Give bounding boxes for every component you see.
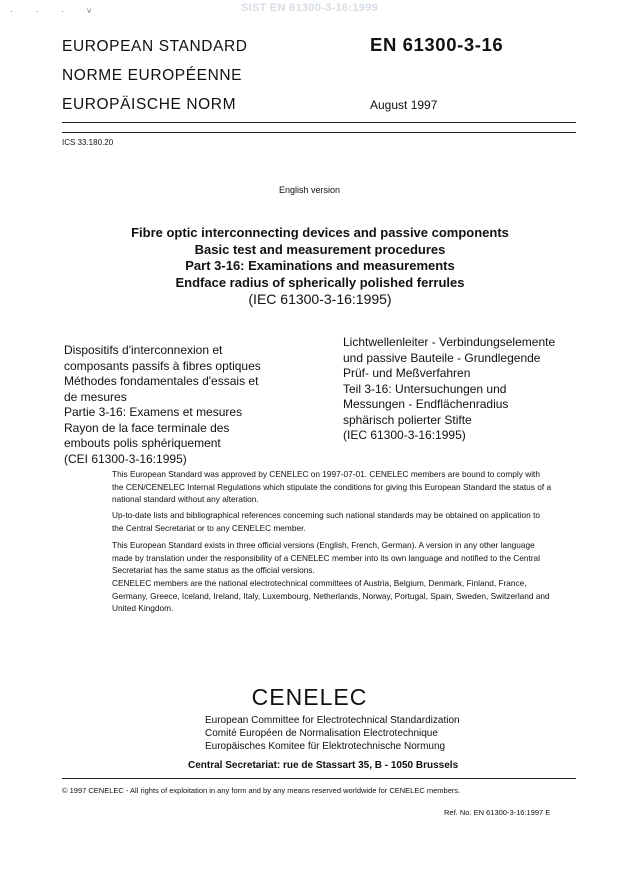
title-line-3: Part 3-16: Examinations and measurements: [185, 258, 455, 273]
title-line-1: Fibre optic interconnecting devices and passive components: [131, 225, 509, 240]
committee-names: [205, 714, 460, 753]
title-line-4: Endface radius of spherically polished ferrules: [175, 274, 465, 290]
standard-title-en: EUROPEAN STANDARD: [62, 38, 248, 55]
french-title: [64, 343, 261, 467]
header-rule-bottom: [62, 132, 576, 133]
members-note: CENELEC members are the national electrotechnical committees of Austria, Belgium, Denmark, Finland, France, Germany, Greece, Iceland, Ireland, Italy, Luxembourg, Netherlands, Norway, Portugal, Spain, Sweden, Switzerland and United Kingdom.: [112, 578, 550, 613]
committee-name-de: Europäisches Komitee für Elektrotechnische Normung: [205, 741, 446, 752]
title-line-5: (IEC 61300-3-16:1995): [248, 291, 392, 307]
french-title-line: Partie 3-16: Examens et mesures: [64, 405, 243, 419]
footer-rule: [62, 778, 576, 779]
french-title-line: embouts polis sphériquement: [64, 436, 221, 450]
committee-name-fr: Comité Européen de Normalisation Electrotechnique: [205, 728, 438, 739]
committee-name-en: European Committee for Electrotechnical Standardization: [205, 715, 460, 726]
german-title-line: Messungen - Endflächenradius: [343, 397, 509, 411]
language-version: English version: [278, 185, 341, 195]
standard-title-de: EUROPÄISCHE NORM: [62, 96, 237, 113]
french-title-line: Rayon de la face terminale des: [64, 420, 230, 435]
french-title-line: Méthodes fondamentales d'essais et: [64, 374, 259, 388]
central-secretariat-address: Central Secretariat: rue de Stassart 35, B - 1050 Brussels: [188, 760, 459, 771]
french-title-line: Dispositifs d'interconnexion et: [64, 343, 223, 357]
french-title-line: de mesures: [64, 389, 127, 404]
german-title-line: Lichtwellenleiter - Verbindungselemente: [343, 335, 556, 349]
german-title-line: sphärisch polierter Stifte: [343, 412, 472, 427]
scan-marks: · · · ˅: [10, 6, 102, 16]
standard-number: EN 61300-3-16: [370, 34, 504, 55]
header-rule-top: [62, 122, 576, 123]
german-title-line: und passive Bauteile - Grundlegende: [343, 350, 541, 365]
ics-code: ICS 33.180.20: [62, 138, 114, 147]
standard-title-fr: NORME EUROPÉENNE: [62, 67, 243, 84]
approval-note: This European Standard was approved by CENELEC on 1997-07-01. CENELEC members are bound to comply with the CEN/CENELEC Internal Regulations which stipulate the conditions for giving this European Standard the status of a national standard without any alteration.: [112, 469, 552, 504]
french-title-line: composants passifs à fibres optiques: [64, 358, 261, 373]
french-title-line: (CEI 61300-3-16:1995): [64, 451, 187, 466]
cenelec-logo-text: CENELEC: [251, 684, 368, 710]
german-title-line: Prüf- und Meßverfahren: [343, 366, 471, 380]
title-line-2: Basic test and measurement procedures: [194, 241, 446, 257]
publication-date: August 1997: [370, 98, 438, 112]
copyright-notice: © 1997 CENELEC - All rights of exploitation in any form and by any means reserved worldwide for CENELEC members.: [62, 786, 461, 795]
watermark-text: SIST EN 61300-3-16:1999: [240, 2, 379, 14]
german-title: [343, 335, 555, 444]
german-title-line: Teil 3-16: Untersuchungen und: [343, 381, 507, 396]
german-title-line: (IEC 61300-3-16:1995): [343, 428, 466, 442]
versions-note: This European Standard exists in three official versions (English, French, German). A version in any other language made by translation under the responsibility of a CENELEC member into its own language and notified to the Central Secretariat has the same status as the official versions.: [112, 540, 540, 575]
document-title: [80, 225, 560, 308]
references-note: Up-to-date lists and bibliographical references concerning such national standards may be obtained on application to the Central Secretariat or to any CENELEC member.: [112, 510, 541, 533]
reference-number: Ref. No. EN 61300-3-16:1997 E: [444, 808, 551, 817]
